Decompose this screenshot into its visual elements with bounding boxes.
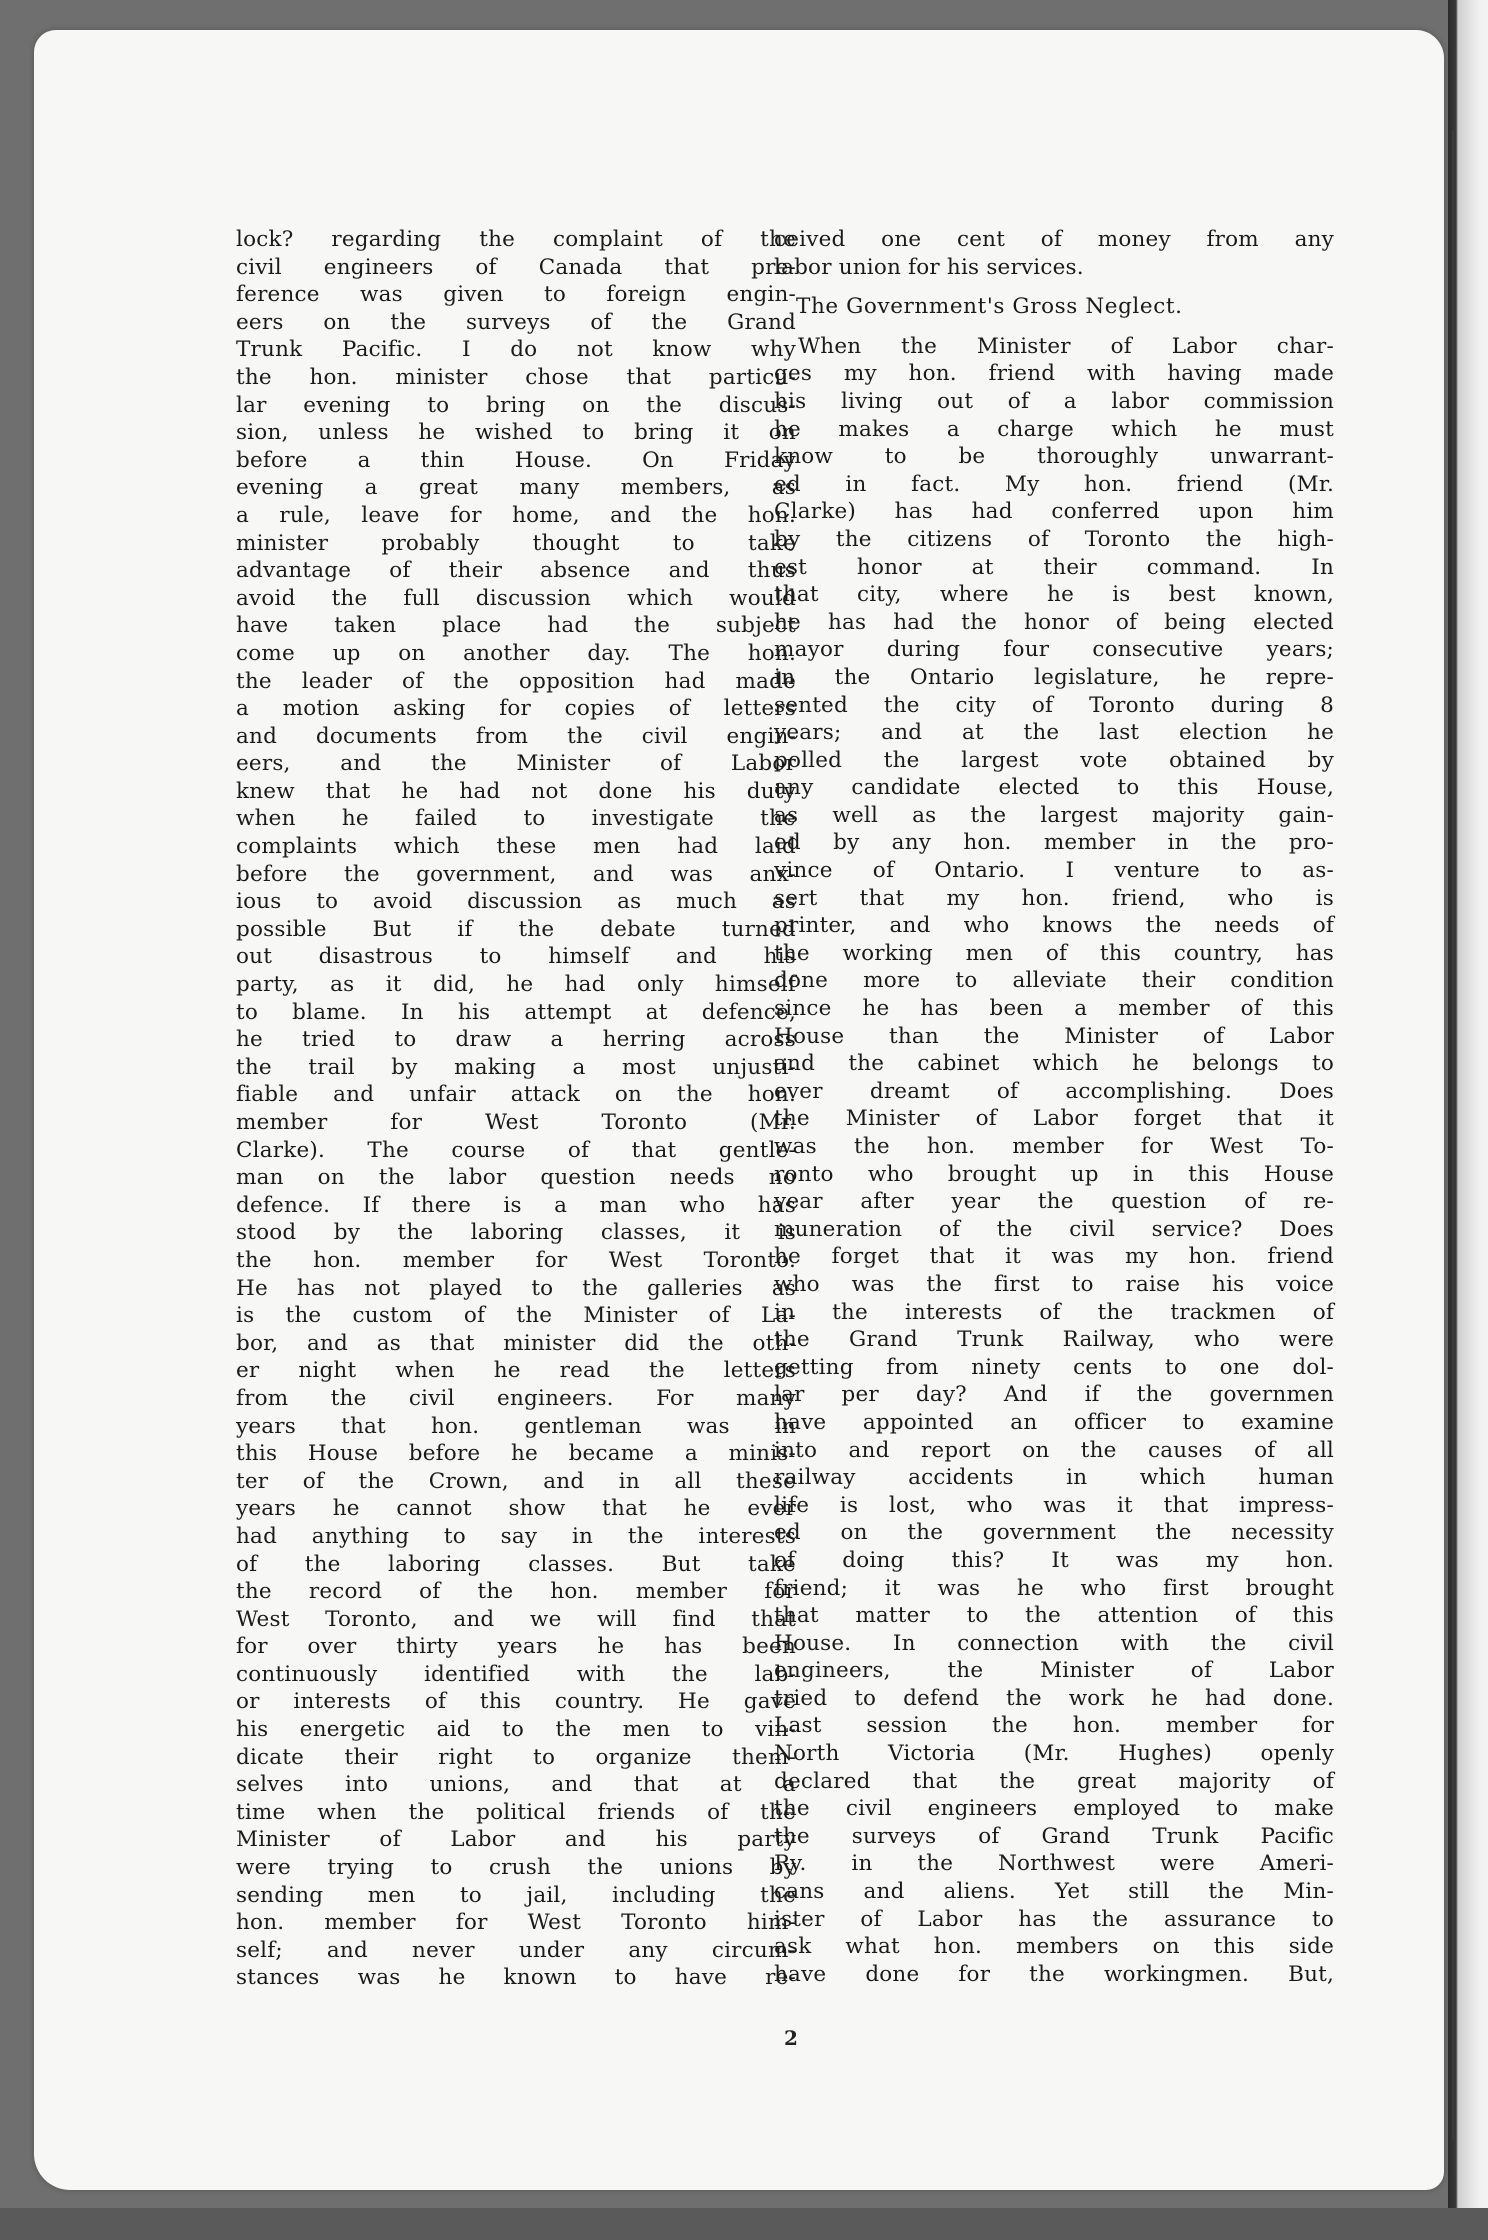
text-line: his energetic aid to the men to vin-	[236, 1717, 796, 1743]
text-line: done more to alleviate their condition	[774, 968, 1334, 994]
text-line: sending men to jail, including the	[236, 1882, 796, 1908]
text-line: House than the Minister of Labor	[774, 1023, 1334, 1049]
text-line: have appointed an officer to examine	[774, 1409, 1334, 1435]
text-line: evening a great many members, as	[236, 475, 796, 501]
text-line: muneration of the civil service? Does	[774, 1216, 1334, 1242]
text-line: friend; it was he who first brought	[774, 1575, 1334, 1601]
text-line: that matter to the attention of this	[774, 1603, 1334, 1629]
text-line: possible But if the debate turned	[236, 916, 796, 942]
text-line: vince of Ontario. I venture to as-	[774, 858, 1334, 884]
right-column-body	[774, 333, 1334, 1989]
text-line: ronto who brought up in this House	[774, 1161, 1334, 1187]
text-line: Last session the hon. member for	[774, 1713, 1334, 1739]
text-line: lar per day? And if the governmen	[774, 1382, 1334, 1408]
text-line: party, as it did, he had only himself	[236, 972, 796, 998]
text-line: of doing this? It was my hon.	[774, 1547, 1334, 1573]
left-text-column	[236, 226, 796, 1992]
text-line: the record of the hon. member for	[236, 1579, 796, 1605]
text-line: and the cabinet which he belongs to	[774, 1051, 1334, 1077]
text-line: House. In connection with the civil	[774, 1630, 1334, 1656]
text-line: ever dreamt of accomplishing. Does	[774, 1078, 1334, 1104]
text-line: any candidate elected to this House,	[774, 775, 1334, 801]
text-line: cans and aliens. Yet still the Min-	[774, 1879, 1334, 1905]
text-line: the hon. minister chose that particu-	[236, 364, 796, 390]
text-line: life is lost, who was it that impress-	[774, 1492, 1334, 1518]
text-line: railway accidents in which human	[774, 1465, 1334, 1491]
text-line: out disastrous to himself and his	[236, 944, 796, 970]
text-line: man on the labor question needs no	[236, 1165, 796, 1191]
text-line: ceived one cent of money from any	[774, 227, 1334, 252]
text-line: hon. member for West Toronto him-	[236, 1910, 796, 1936]
text-line: were trying to crush the unions by	[236, 1855, 796, 1881]
text-line: dicate their right to organize them-	[236, 1744, 796, 1770]
text-line: engineers, the Minister of Labor	[774, 1658, 1334, 1684]
text-line: of the laboring classes. But take	[236, 1551, 796, 1577]
text-line: labor union for his services.	[774, 254, 1084, 280]
text-line: or interests of this country. He gave	[236, 1689, 796, 1715]
text-line: he tried to draw a herring across	[236, 1027, 796, 1053]
text-line: ask what hon. members on this side	[774, 1934, 1334, 1960]
text-line: Ry. in the Northwest were Ameri-	[774, 1851, 1334, 1877]
text-line: ious to avoid discussion as much as	[236, 889, 796, 915]
text-line: a rule, leave for home, and the hon.	[236, 502, 796, 528]
text-line: before the government, and was anx-	[236, 861, 796, 887]
text-line: printer, and who knows the needs of	[774, 913, 1334, 939]
text-line: lar evening to bring on the discus-	[236, 392, 796, 418]
text-line: years; and at the last election he	[774, 720, 1334, 746]
text-line: years he cannot show that he ever	[236, 1496, 796, 1522]
text-line: eers, and the Minister of Labor	[236, 751, 796, 777]
text-line: had anything to say in the interests	[236, 1523, 796, 1549]
text-line: the working men of this country, has	[774, 940, 1334, 966]
text-line: eers on the surveys of the Grand	[236, 309, 796, 335]
text-line: mayor during four consecutive years;	[774, 637, 1334, 663]
text-line: the hon. member for West Toronto.	[236, 1247, 796, 1273]
scanner-edge-right	[1448, 0, 1488, 2240]
text-line: is the custom of the Minister of La-	[236, 1303, 796, 1329]
text-line: selves into unions, and that at a	[236, 1772, 796, 1798]
text-line: the civil engineers employed to make	[774, 1796, 1334, 1822]
text-line: West Toronto, and we will find that	[236, 1606, 796, 1632]
text-line: lock? regarding the complaint of the	[236, 227, 796, 252]
text-line: sion, unless he wished to bring it on	[236, 420, 796, 446]
text-line: ed on the government the necessity	[774, 1520, 1334, 1546]
text-line: ister of Labor has the assurance to	[774, 1906, 1334, 1932]
text-line: ed in fact. My hon. friend (Mr.	[774, 471, 1334, 497]
text-line: this House before he became a minis-	[236, 1441, 796, 1467]
text-line: complaints which these men had laid	[236, 834, 796, 860]
text-line: before a thin House. On Friday	[236, 447, 796, 473]
text-line: he has had the honor of being elected	[774, 609, 1334, 635]
text-line: since he has been a member of this	[774, 996, 1334, 1022]
text-line: stances was he known to have re-	[236, 1965, 796, 1991]
text-line: Minister of Labor and his party	[236, 1827, 796, 1853]
text-line: continuously identified with the lab-	[236, 1661, 796, 1687]
text-line: stood by the laboring classes, it is	[236, 1220, 796, 1246]
text-line: ference was given to foreign engin-	[236, 282, 796, 308]
text-line: in the interests of the trackmen of	[774, 1299, 1334, 1325]
text-line: a motion asking for copies of letters	[236, 696, 796, 722]
text-line: fiable and unfair attack on the hon.	[236, 1082, 796, 1108]
text-line: North Victoria (Mr. Hughes) openly	[774, 1741, 1334, 1767]
text-line: by the citizens of Toronto the high-	[774, 526, 1334, 552]
text-line: ter of the Crown, and in all these	[236, 1468, 796, 1494]
text-line: have taken place had the subject	[236, 613, 796, 639]
page-number: 2	[784, 2026, 798, 2050]
text-line: time when the political friends of the	[236, 1799, 796, 1825]
text-line: he makes a charge which he must	[774, 416, 1334, 442]
text-line: that city, where he is best known,	[774, 582, 1334, 608]
text-line: and documents from the civil engin-	[236, 723, 796, 749]
text-line: Clarke) has had conferred upon him	[774, 499, 1334, 525]
text-line: in the Ontario legislature, he repre-	[774, 664, 1334, 690]
text-line: Clarke). The course of that gentle-	[236, 1137, 796, 1163]
text-line: minister probably thought to take	[236, 530, 796, 556]
text-line: was the hon. member for West To-	[774, 1134, 1334, 1159]
text-line: the Minister of Labor forget that it	[774, 1106, 1334, 1132]
text-line: for over thirty years he has been	[236, 1634, 796, 1660]
right-text-column	[774, 226, 1334, 1988]
text-line: polled the largest vote obtained by	[774, 747, 1334, 773]
text-line: into and report on the causes of all	[774, 1437, 1334, 1463]
text-line: tried to defend the work he had done.	[774, 1685, 1334, 1711]
text-line: getting from ninety cents to one dol-	[774, 1354, 1334, 1380]
text-line: declared that the great majority of	[774, 1768, 1334, 1794]
text-line: as well as the largest majority gain-	[774, 802, 1334, 828]
text-line: defence. If there is a man who has	[236, 1192, 796, 1218]
text-line: come up on another day. The hon.	[236, 640, 796, 666]
text-line: knew that he had not done his duty	[236, 778, 796, 804]
text-line: the trail by making a most unjusti-	[236, 1054, 796, 1080]
text-line: have done for the workingmen. But,	[774, 1961, 1334, 1987]
text-line: from the civil engineers. For many	[236, 1385, 796, 1411]
text-line: member for West Toronto (Mr.	[236, 1110, 796, 1135]
text-line: the leader of the opposition had made	[236, 668, 796, 694]
text-line: avoid the full discussion which would	[236, 585, 796, 611]
text-line: years that hon. gentleman was in	[236, 1413, 796, 1439]
text-line: know to be thoroughly unwarrant-	[774, 444, 1334, 470]
text-line: ed by any hon. member in the pro-	[774, 830, 1334, 856]
text-line: self; and never under any circum-	[236, 1937, 796, 1963]
text-line: sented the city of Toronto during 8	[774, 692, 1334, 718]
text-line: civil engineers of Canada that pre-	[236, 254, 796, 280]
text-line: bor, and as that minister did the oth-	[236, 1330, 796, 1356]
text-line: Trunk Pacific. I do not know why	[236, 337, 796, 363]
text-line: er night when he read the letters	[236, 1358, 796, 1384]
text-line: to blame. In his attempt at defence,	[236, 999, 796, 1025]
section-heading: The Government's Gross Neglect.	[796, 294, 1183, 320]
text-line: ges my hon. friend with having made	[774, 361, 1334, 387]
text-line: When the Minister of Labor char-	[798, 333, 1334, 359]
scanner-edge-bottom	[0, 2208, 1488, 2240]
text-line: advantage of their absence and thus	[236, 558, 796, 584]
text-line: when he failed to investigate the	[236, 806, 796, 832]
text-line: the surveys of Grand Trunk Pacific	[774, 1823, 1334, 1849]
text-line: sert that my hon. friend, who is	[774, 885, 1334, 911]
right-column-intro	[774, 226, 1334, 281]
text-line: year after year the question of re-	[774, 1189, 1334, 1215]
page-fold-line	[1452, 130, 1454, 2140]
text-line: who was the first to raise his voice	[774, 1271, 1334, 1297]
text-line: the Grand Trunk Railway, who were	[774, 1327, 1334, 1353]
text-line: his living out of a labor commission	[774, 388, 1334, 414]
text-line: est honor at their command. In	[774, 554, 1334, 580]
text-line: he forget that it was my hon. friend	[774, 1244, 1334, 1270]
text-line: He has not played to the galleries as	[236, 1275, 796, 1301]
